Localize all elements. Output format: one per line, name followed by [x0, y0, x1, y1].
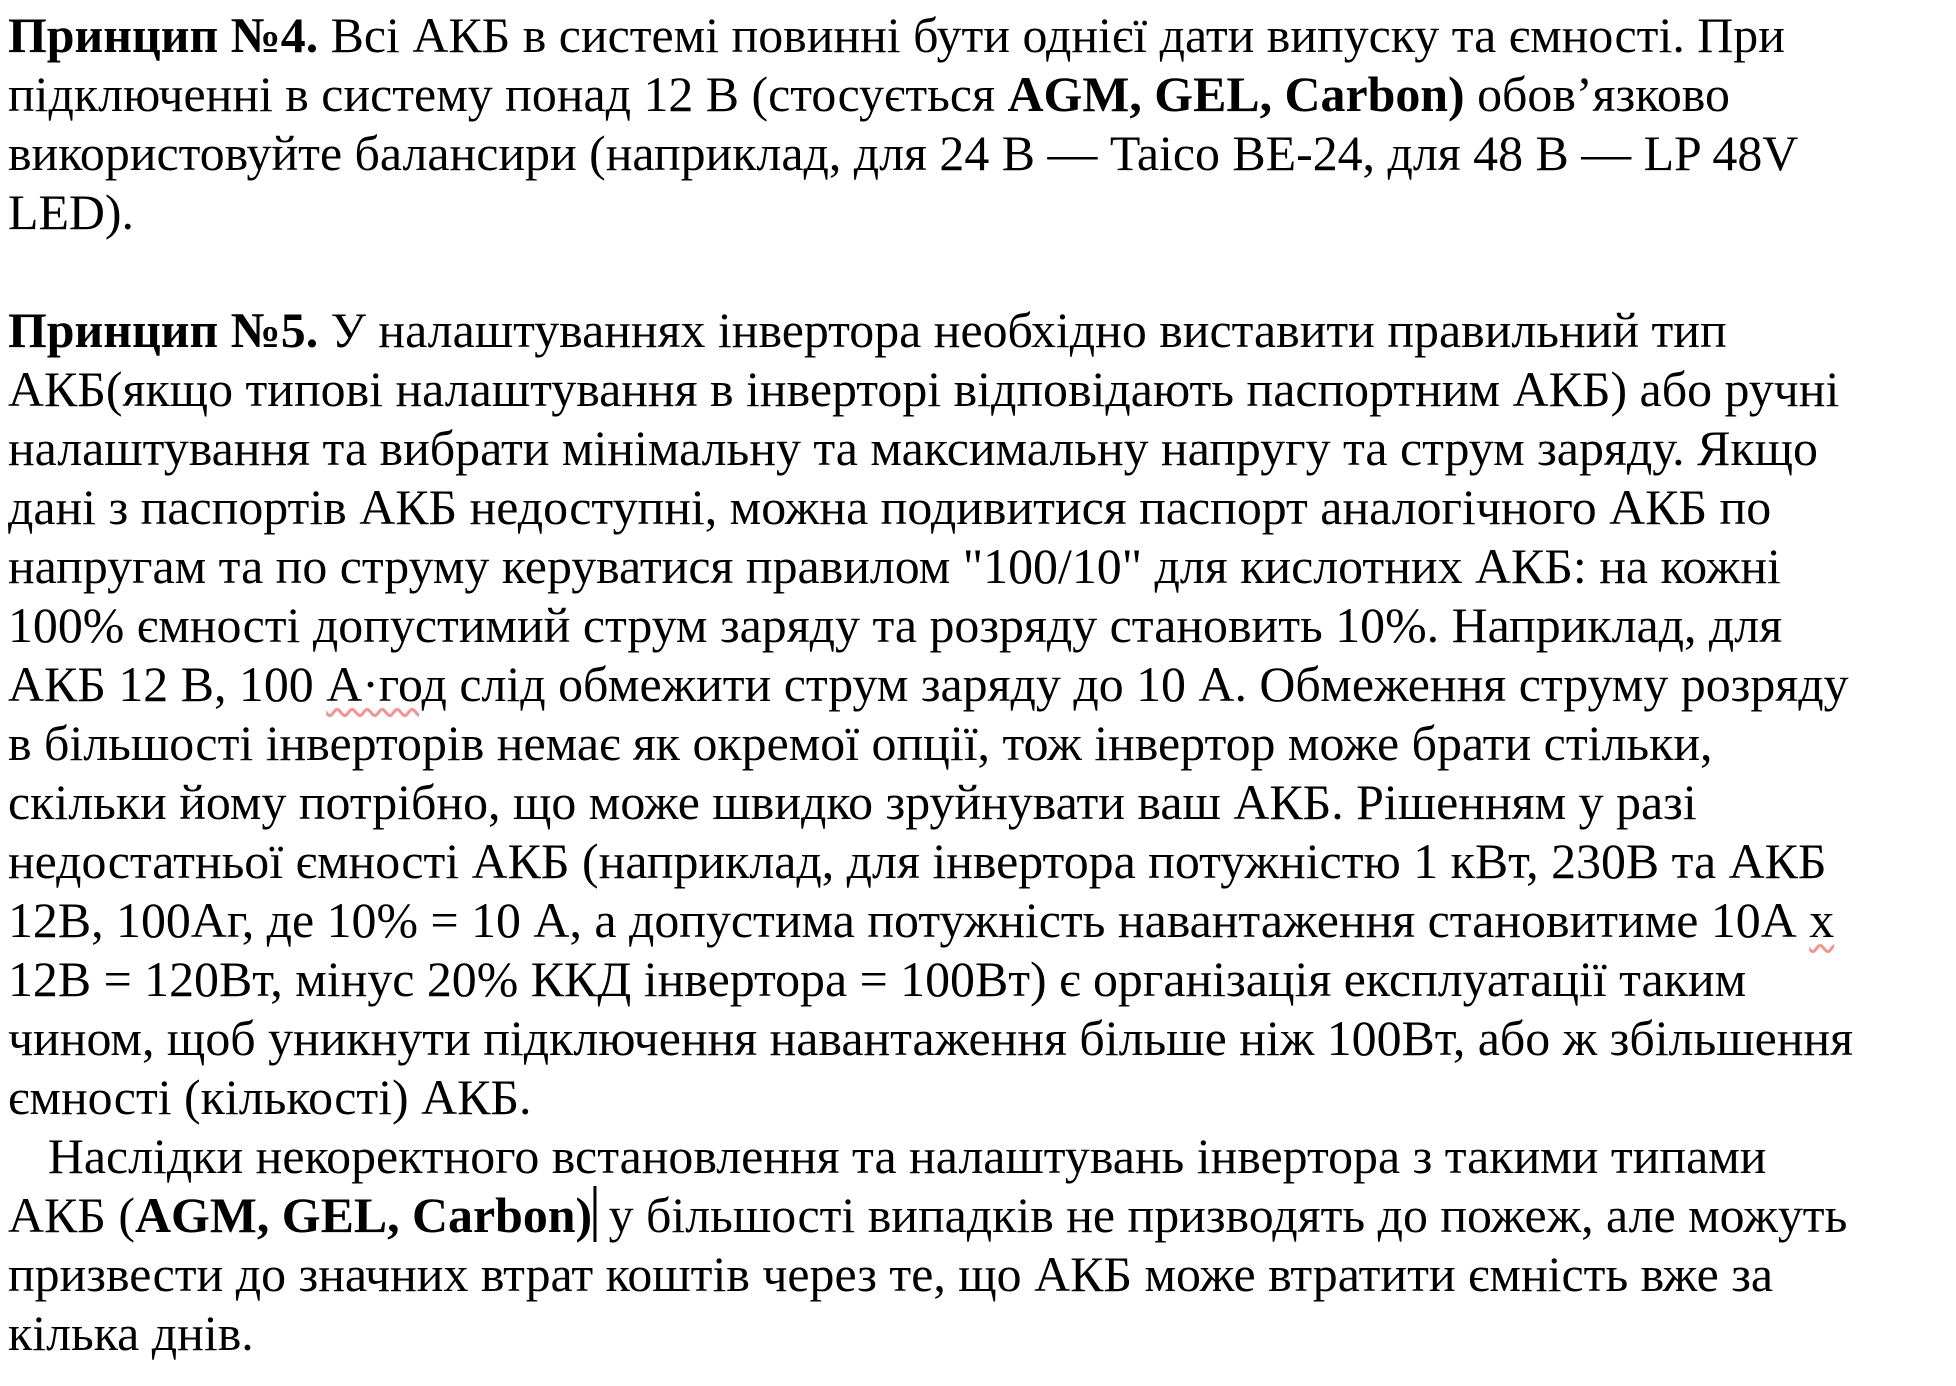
text-line[interactable] — [8, 891, 1943, 950]
text-line[interactable] — [8, 124, 1943, 183]
text-line[interactable] — [8, 655, 1943, 714]
text-run: LED). — [7, 184, 134, 240]
bold-text: AGM, GEL, Carbon) — [134, 1187, 593, 1243]
text-run: ємності (кількості) АКБ. — [7, 1069, 532, 1125]
text-run: в більшості інверторів немає як окремої опції, тож інвертор може брати стільки, — [7, 715, 1713, 771]
bold-text: Принцип №4. — [7, 7, 319, 63]
text-line[interactable] — [8, 1068, 1943, 1127]
text-run: обов’язково — [1464, 66, 1730, 122]
text-run: Наслідки некоректного встановлення та налаштувань інвертора з такими типами — [47, 1128, 1767, 1184]
text-line[interactable] — [8, 773, 1943, 832]
text-run: скільки йому потрібно, що може швидко зруйнувати ваш АКБ. Рішенням у разі — [7, 774, 1697, 830]
text-line[interactable] — [8, 301, 1943, 360]
text-run: АКБ(якщо типові налаштування в інверторі відповідають паспортним АКБ) або ручні — [7, 361, 1840, 417]
paragraph-principle-5 — [8, 301, 1943, 1127]
text-run: 12В, 100Аг, де 10% = 10 А, а допустима потужність навантаження становитиме 10А — [7, 892, 1810, 948]
text-line[interactable] — [8, 537, 1943, 596]
text-run: підключенні в систему понад 12 В (стосується — [7, 66, 1008, 122]
text-run: у більшості випадків не призводять до пожеж, але можуть — [596, 1187, 1848, 1243]
text-line[interactable] — [8, 1186, 1943, 1245]
text-run: недостатньої ємності АКБ (наприклад, для інвертора потужністю 1 кВт, 230В та АКБ — [7, 833, 1827, 889]
text-line[interactable] — [8, 1245, 1943, 1304]
text-run: 12В = 120Вт, мінус 20% ККД інвертора = 100Вт) є організація експлуатації таким — [7, 951, 1747, 1007]
text-run: кілька днів. — [7, 1305, 254, 1361]
text-run: чином, щоб уникнути підключення навантаження більше ніж 100Вт, або ж збільшення — [7, 1010, 1854, 1066]
text-line[interactable] — [8, 1009, 1943, 1068]
text-run: 100% ємності допустимий струм заряду та розряду становить 10%. Наприклад, для — [7, 597, 1783, 653]
text-line[interactable] — [8, 65, 1943, 124]
text-line[interactable] — [8, 832, 1943, 891]
text-run: слід обмежити струм заряду до 10 А. Обмеження струму розряду — [446, 656, 1849, 712]
text-line[interactable] — [8, 183, 1943, 242]
text-line[interactable] — [8, 419, 1943, 478]
text-run: АКБ 12 В, 100 — [7, 656, 327, 712]
text-line[interactable] — [8, 360, 1943, 419]
text-run: АКБ ( — [7, 1187, 135, 1243]
bold-text: Принцип №5. — [7, 302, 319, 358]
text-line[interactable] — [8, 950, 1943, 1009]
text-run: У налаштуваннях інвертора необхідно виставити правильний тип — [318, 302, 1727, 358]
text-run: напругам та по струму керуватися правилом "100/10" для кислотних АКБ: на кожні — [7, 538, 1781, 594]
paragraph-consequences — [8, 1127, 1943, 1363]
misspelled-text: А·год — [326, 656, 447, 712]
text-run: використовуйте балансири (наприклад, для 24 В — Taico BE-24, для 48 В — LP 48V — [7, 125, 1799, 181]
paragraph-principle-4 — [8, 6, 1943, 242]
text-line[interactable] — [8, 596, 1943, 655]
bold-text: AGM, GEL, Carbon) — [1007, 66, 1465, 122]
text-line[interactable] — [8, 6, 1943, 65]
text-line[interactable] — [8, 478, 1943, 537]
text-line[interactable] — [8, 1127, 1943, 1186]
text-run: призвести до значних втрат коштів через те, що АКБ може втратити ємність вже за — [7, 1246, 1774, 1302]
text-line[interactable] — [8, 714, 1943, 773]
text-run: Всі АКБ в системі повинні бути однієї дати випуску та ємності. При — [318, 7, 1785, 63]
text-run: дані з паспортів АКБ недоступні, можна подивитися паспорт аналогічного АКБ по — [7, 479, 1772, 535]
misspelled-text: х — [1809, 892, 1835, 948]
text-run: налаштування та вибрати мінімальну та максимальну напругу та струм заряду. Якщо — [7, 420, 1818, 476]
text-line[interactable] — [8, 1304, 1943, 1363]
